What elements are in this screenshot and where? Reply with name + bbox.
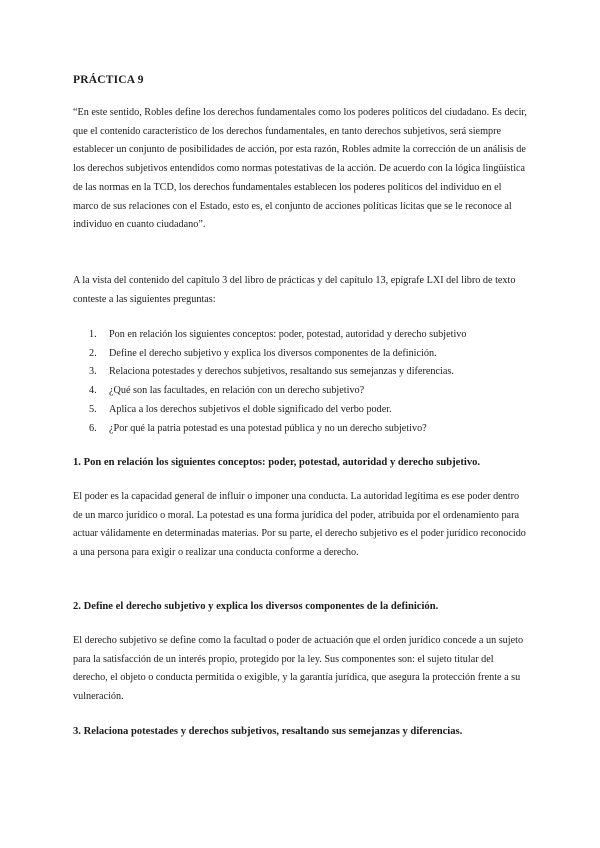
list-item [73, 401, 527, 420]
list-item [73, 326, 527, 345]
document-page [73, 0, 527, 848]
list-item-text: ¿Por qué la patria potestad es una potestad pública y no un derecho subjetivo? [109, 422, 427, 434]
list-item [73, 345, 527, 364]
list-item [73, 363, 527, 382]
list-item [73, 420, 527, 439]
list-item [73, 382, 527, 401]
list-item-text: ¿Qué son las facultades, en relación con un derecho subjetivo? [109, 385, 365, 397]
list-item-number: 3. [89, 366, 97, 378]
list-item-number: 2. [89, 347, 97, 359]
list-item-number: 1. [89, 329, 97, 340]
list-item-number: 6. [89, 422, 97, 434]
quote-paragraph: “En este sentido, Robles define los derechos fundamentales como los poderes políticos del ciudadano. Es decir, que el contenido característico de los derechos fundamentales, en tanto derechos subjetivos, será siempre establecer un conjunto de posibilidades de acción, por esta razón, Robles admite la corrección de un análisis de los derechos subjetivos entendidos como normas potestativas de la acción. De acuerdo con la lógica lingüística de las normas en la TCD, los derechos fundamentales establecen los poderes políticos del individuo en el marco de sus relaciones con el Estado, esto es, el conjunto de acciones políticas lícitas que se le reconoce al individuo en cuanto ciudadano”. [73, 107, 527, 231]
section-answer-2: El derecho subjetivo se define como la facultad o poder de actuación que el orden jurídico concede a un sujeto para la satisfacción de un interés propio, protegido por la ley. Sus componentes son: el sujeto titular del derecho, el objeto o conducta permitida o exigible, y la garantía jurídica, que asegura la protección frente a su vulneración. [73, 635, 524, 703]
list-item-text: Aplica a los derechos subjetivos el doble significado del verbo poder. [109, 403, 392, 415]
list-item-number: 5. [89, 403, 97, 415]
list-item-number: 4. [89, 385, 97, 397]
section-answer-1: El poder es la capacidad general de influir o imponer una conducta. La autoridad legítima es ese poder dentro de un marco jurídico o moral. La potestad es una forma jurídica del poder, atribuida por el ordenamiento para actuar válidamente en determinadas materias. Por su parte, el derecho subjetivo es el poder jurídico reconocido a una persona para exigir o realizar una conducta conforme a derecho. [73, 491, 526, 559]
list-item-text: Define el derecho subjetivo y explica los diversos componentes de la definición. [109, 347, 437, 359]
list-item-text: Relaciona potestades y derechos subjetivos, resaltando sus semejanzas y diferencias. [109, 366, 454, 378]
section-heading-2: 2. Define el derecho subjetivo y explica los diversos componentes de la definición. [73, 601, 439, 612]
intro-paragraph: A la vista del contenido del capítulo 3 del libro de prácticas y del capítulo 13, epígrafe LXI del libro de texto conteste a las siguientes preguntas: [73, 275, 516, 305]
section-heading-1: 1. Pon en relación los siguientes conceptos: poder, potestad, autoridad y derecho subjetivo. [73, 457, 481, 468]
section-heading-3: 3. Relaciona potestades y derechos subjetivos, resaltando sus semejanzas y diferencias. [73, 726, 463, 737]
questions-list [73, 326, 527, 438]
list-item-text: Pon en relación los siguientes conceptos: poder, potestad, autoridad y derecho subjetivo [109, 329, 467, 340]
page-title: PRÁCTICA 9 [73, 74, 144, 86]
